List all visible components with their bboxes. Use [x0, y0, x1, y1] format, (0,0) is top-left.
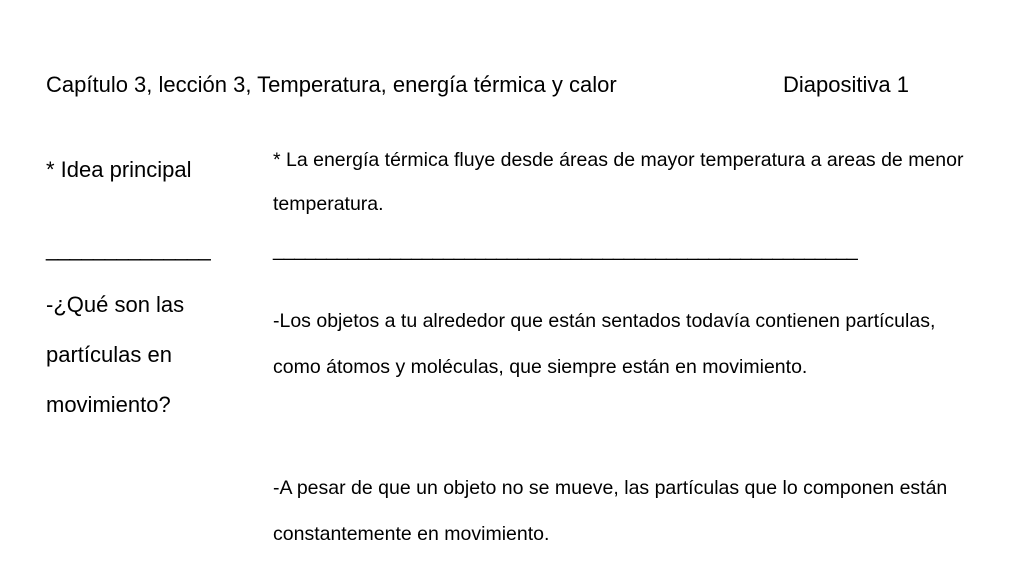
- divider-right: _______________________________________________________: [273, 239, 858, 261]
- slide-number: Diapositiva 1: [783, 72, 909, 97]
- divider-left: ______________: [46, 236, 211, 261]
- slide-title: Capítulo 3, lección 3, Temperatura, energía térmica y calor: [46, 72, 617, 97]
- answer-paragraph-2: -A pesar de que un objeto no se mueve, las partículas que lo componen están constantemente en movimiento.: [273, 477, 948, 545]
- question-label: -¿Qué son las partículas en movimiento?: [46, 292, 185, 417]
- answer-paragraph-1: -Los objetos a tu alrededor que están sentados todavía contienen partículas, como átomos y moléculas, que siempre están en movimiento.: [273, 310, 936, 378]
- main-idea-label: * Idea principal: [46, 157, 192, 182]
- main-idea-text: * La energía térmica fluye desde áreas de mayor temperatura a areas de menor temperatura.: [273, 149, 964, 215]
